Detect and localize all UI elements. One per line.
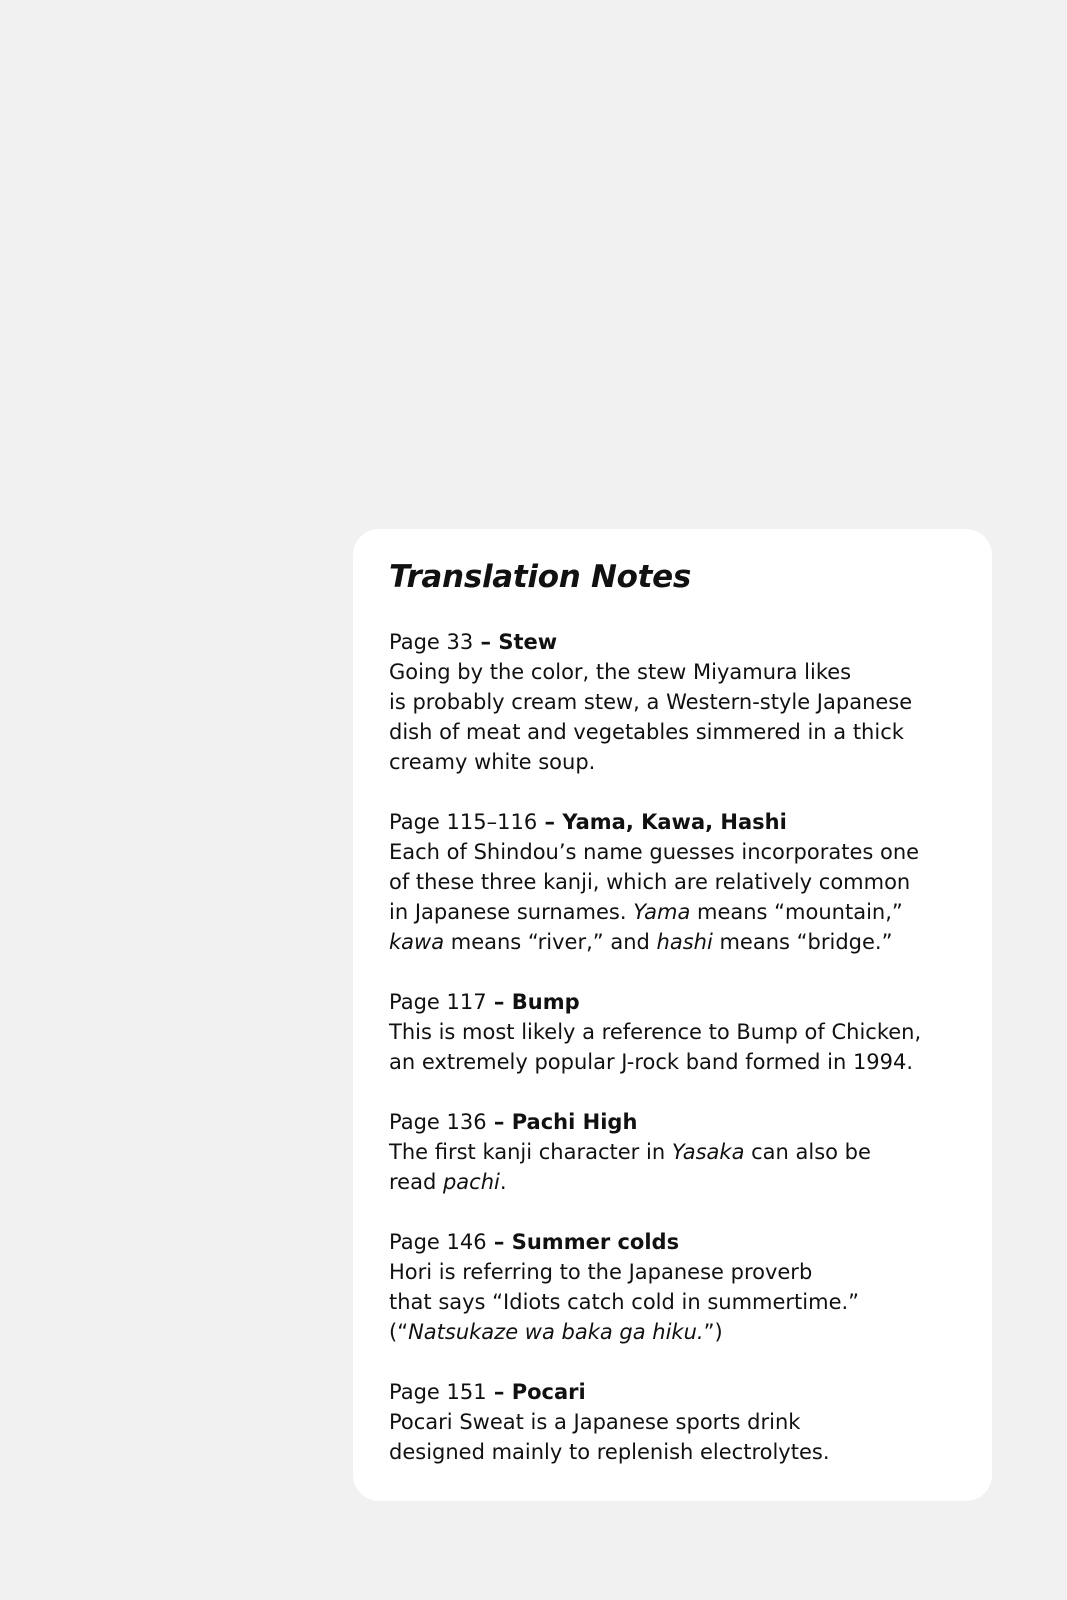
note-body <box>389 657 962 777</box>
note-text: ”) <box>703 1320 723 1345</box>
note-topic: Bump <box>511 990 580 1015</box>
note-text: means “mountain,” <box>690 900 903 925</box>
note-text: Hori is referring to the Japanese proverb <box>389 1260 813 1285</box>
note-line <box>389 867 962 897</box>
note-text: The first kanji character in <box>389 1140 672 1165</box>
note-line <box>389 1317 962 1347</box>
note-page-ref: Page 146 <box>389 1230 487 1255</box>
note-topic: Stew <box>498 630 558 655</box>
translation-note <box>389 987 962 1077</box>
note-heading <box>389 807 962 837</box>
note-topic: Yama, Kawa, Hashi <box>562 810 787 835</box>
italic-term: pachi <box>442 1170 500 1195</box>
note-text: is probably cream stew, a Western-style Japanese <box>389 690 913 715</box>
note-text: designed mainly to replenish electrolytes. <box>389 1440 830 1465</box>
note-line <box>389 837 962 867</box>
notes-list <box>389 627 962 1467</box>
note-text: read <box>389 1170 443 1195</box>
note-text: Going by the color, the stew Miyamura likes <box>389 660 852 685</box>
note-line <box>389 1407 962 1437</box>
note-text: in Japanese surnames. <box>389 900 634 925</box>
note-line <box>389 1017 962 1047</box>
note-text: (“ <box>389 1320 409 1345</box>
note-line <box>389 687 962 717</box>
note-line <box>389 1287 962 1317</box>
note-page-ref: Page 117 <box>389 990 487 1015</box>
note-topic: Pocari <box>511 1380 586 1405</box>
note-text: Each of Shindou’s name guesses incorporates one <box>389 840 920 865</box>
note-page-ref: Page 115–116 <box>389 810 538 835</box>
note-line <box>389 747 962 777</box>
note-text: dish of meat and vegetables simmered in a thick <box>389 720 904 745</box>
note-text: an extremely popular J-rock band formed in 1994. <box>389 1050 914 1075</box>
translation-note <box>389 1227 962 1347</box>
note-dash: – <box>486 1230 512 1255</box>
note-heading <box>389 987 962 1017</box>
note-text: that says “Idiots catch cold in summertime.” <box>389 1290 860 1315</box>
page-title: Translation Notes <box>389 559 692 595</box>
note-topic: Pachi High <box>511 1110 638 1135</box>
note-text: of these three kanji, which are relatively common <box>389 870 911 895</box>
note-body <box>389 1017 962 1077</box>
note-text: can also be <box>744 1140 871 1165</box>
note-line <box>389 1137 962 1167</box>
note-text: Pocari Sweat is a Japanese sports drink <box>389 1410 801 1435</box>
note-dash: – <box>486 1110 512 1135</box>
note-body <box>389 1137 962 1197</box>
note-text: . <box>499 1170 507 1195</box>
note-page-ref: Page 136 <box>389 1110 487 1135</box>
note-heading <box>389 1227 962 1257</box>
note-heading <box>389 627 962 657</box>
note-dash: – <box>486 990 512 1015</box>
note-line <box>389 1167 962 1197</box>
note-text: creamy white soup. <box>389 750 596 775</box>
note-body <box>389 837 962 957</box>
note-heading <box>389 1107 962 1137</box>
translation-note <box>389 1377 962 1467</box>
italic-term: Yama <box>633 900 691 925</box>
note-line <box>389 1257 962 1287</box>
note-line <box>389 717 962 747</box>
italic-term: kawa <box>389 930 445 955</box>
note-body <box>389 1407 962 1467</box>
note-dash: – <box>473 630 499 655</box>
note-text: means “river,” and <box>444 930 657 955</box>
note-dash: – <box>537 810 563 835</box>
translation-note <box>389 627 962 777</box>
note-line <box>389 897 962 927</box>
note-line <box>389 657 962 687</box>
italic-term: Natsukaze wa baka ga hiku. <box>408 1320 704 1345</box>
translation-note <box>389 1107 962 1197</box>
note-body <box>389 1257 962 1347</box>
note-dash: – <box>486 1380 512 1405</box>
note-page-ref: Page 151 <box>389 1380 487 1405</box>
italic-term: Yasaka <box>671 1140 745 1165</box>
translation-note <box>389 807 962 957</box>
translation-notes-card <box>353 529 992 1501</box>
note-topic: Summer colds <box>511 1230 680 1255</box>
note-line <box>389 927 962 957</box>
note-line <box>389 1437 962 1467</box>
note-page-ref: Page 33 <box>389 630 474 655</box>
note-heading <box>389 1377 962 1407</box>
note-text: means “bridge.” <box>712 930 893 955</box>
note-line <box>389 1047 962 1077</box>
note-text: This is most likely a reference to Bump of Chicken, <box>389 1020 922 1045</box>
italic-term: hashi <box>656 930 713 955</box>
